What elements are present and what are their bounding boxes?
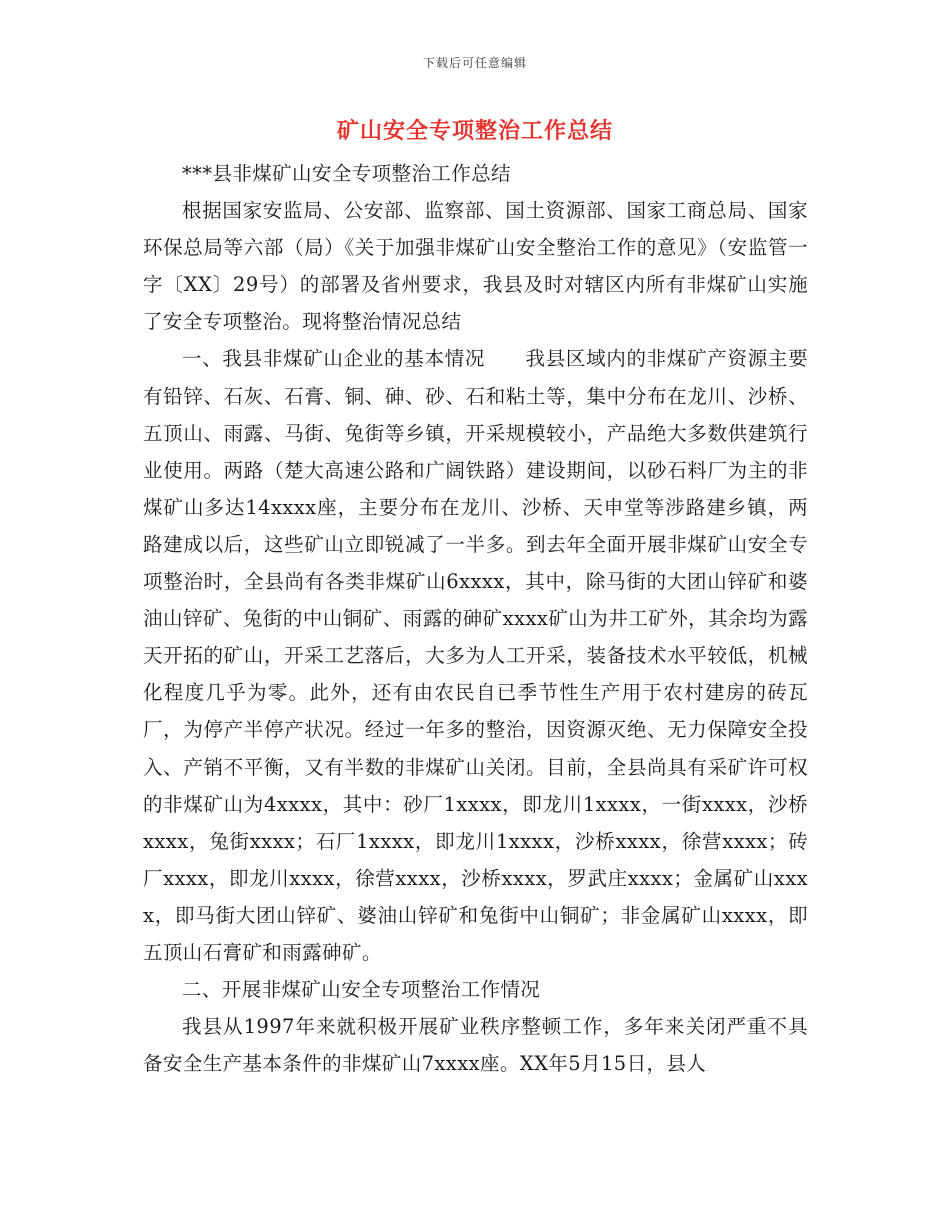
- body-paragraph-subtitle: ***县非煤矿山安全专项整治工作总结: [182, 162, 511, 185]
- body-paragraph-basic-situation: 一、我县非煤矿山企业的基本情况 我县区域内的非煤矿产资源主要有铅锌、石灰、石膏、铜、砷、砂、石和粘土等，集中分布在龙川、沙桥、五顶山、雨露、马街、兔街等乡镇，开采规模较小，产品绝大多数供建筑行业使用。两路（楚大高速公路和广阔铁路）建设期间，以砂石料厂为主的非煤矿山多达14xxxx座，主要分布在龙川、沙桥、天申堂等涉路建乡镇，两路建成以后，这些矿山立即锐减了一半多。到去年全面开展非煤矿山安全专项整治时，全县尚有各类非煤矿山6xxxx，其中，除马街的大团山锌矿和婆油山锌矿、兔街的中山铜矿、雨露的砷矿xxxx矿山为井工矿外，其余均为露天开拓的矿山，开采工艺落后，大多为人工开采，装备技术水平较低，机械化程度几乎为零。此外，还有由农民自已季节性生产用于农村建房的砖瓦厂，为停产半停产状况。经过一年多的整治，因资源灭绝、无力保障安全投入、产销不平衡，又有半数的非煤矿山关闭。目前，全县尚具有采矿许可权的非煤矿山为4xxxx，其中：砂厂1xxxx，即龙川1xxxx，一街xxxx，沙桥xxxx，兔街xxxx；石厂1xxxx，即龙川1xxxx，沙桥xxxx，徐营xxxx；砖厂xxxx，即龙川xxxx，徐营xxxx，沙桥xxxx，罗武庄xxxx；金属矿山xxxx，即马街大团山锌矿、婆油山锌矿和兔街中山铜矿；非金属矿山xxxx，即五顶山石膏矿和雨露砷矿。: [143, 347, 808, 964]
- document-title: 矿山安全专项整治工作总结: [336, 118, 613, 144]
- body-paragraph-section-two-heading: 二、开展非煤矿山安全专项整治工作情况: [182, 978, 541, 1002]
- body-paragraph-intro: 根据国家安监局、公安部、监察部、国土资源部、国家工商总局、国家环保总局等六部（局）《关于加强非煤矿山安全整治工作的意见》（安监管一字〔XX〕29号）的部署及省州要求，我县及时对辖区内所有非煤矿山实施了安全专项整治。现将整治情况总结: [143, 199, 808, 334]
- document-body: [143, 155, 808, 1082]
- body-paragraph-section-two-text: 我县从1997年来就积极开展矿业秩序整顿工作，多年来关闭严重不具备安全生产基本条件的非煤矿山7xxxx座。XX年5月15日，县人: [143, 1015, 808, 1076]
- page-header-note: 下载后可任意编辑: [422, 56, 527, 70]
